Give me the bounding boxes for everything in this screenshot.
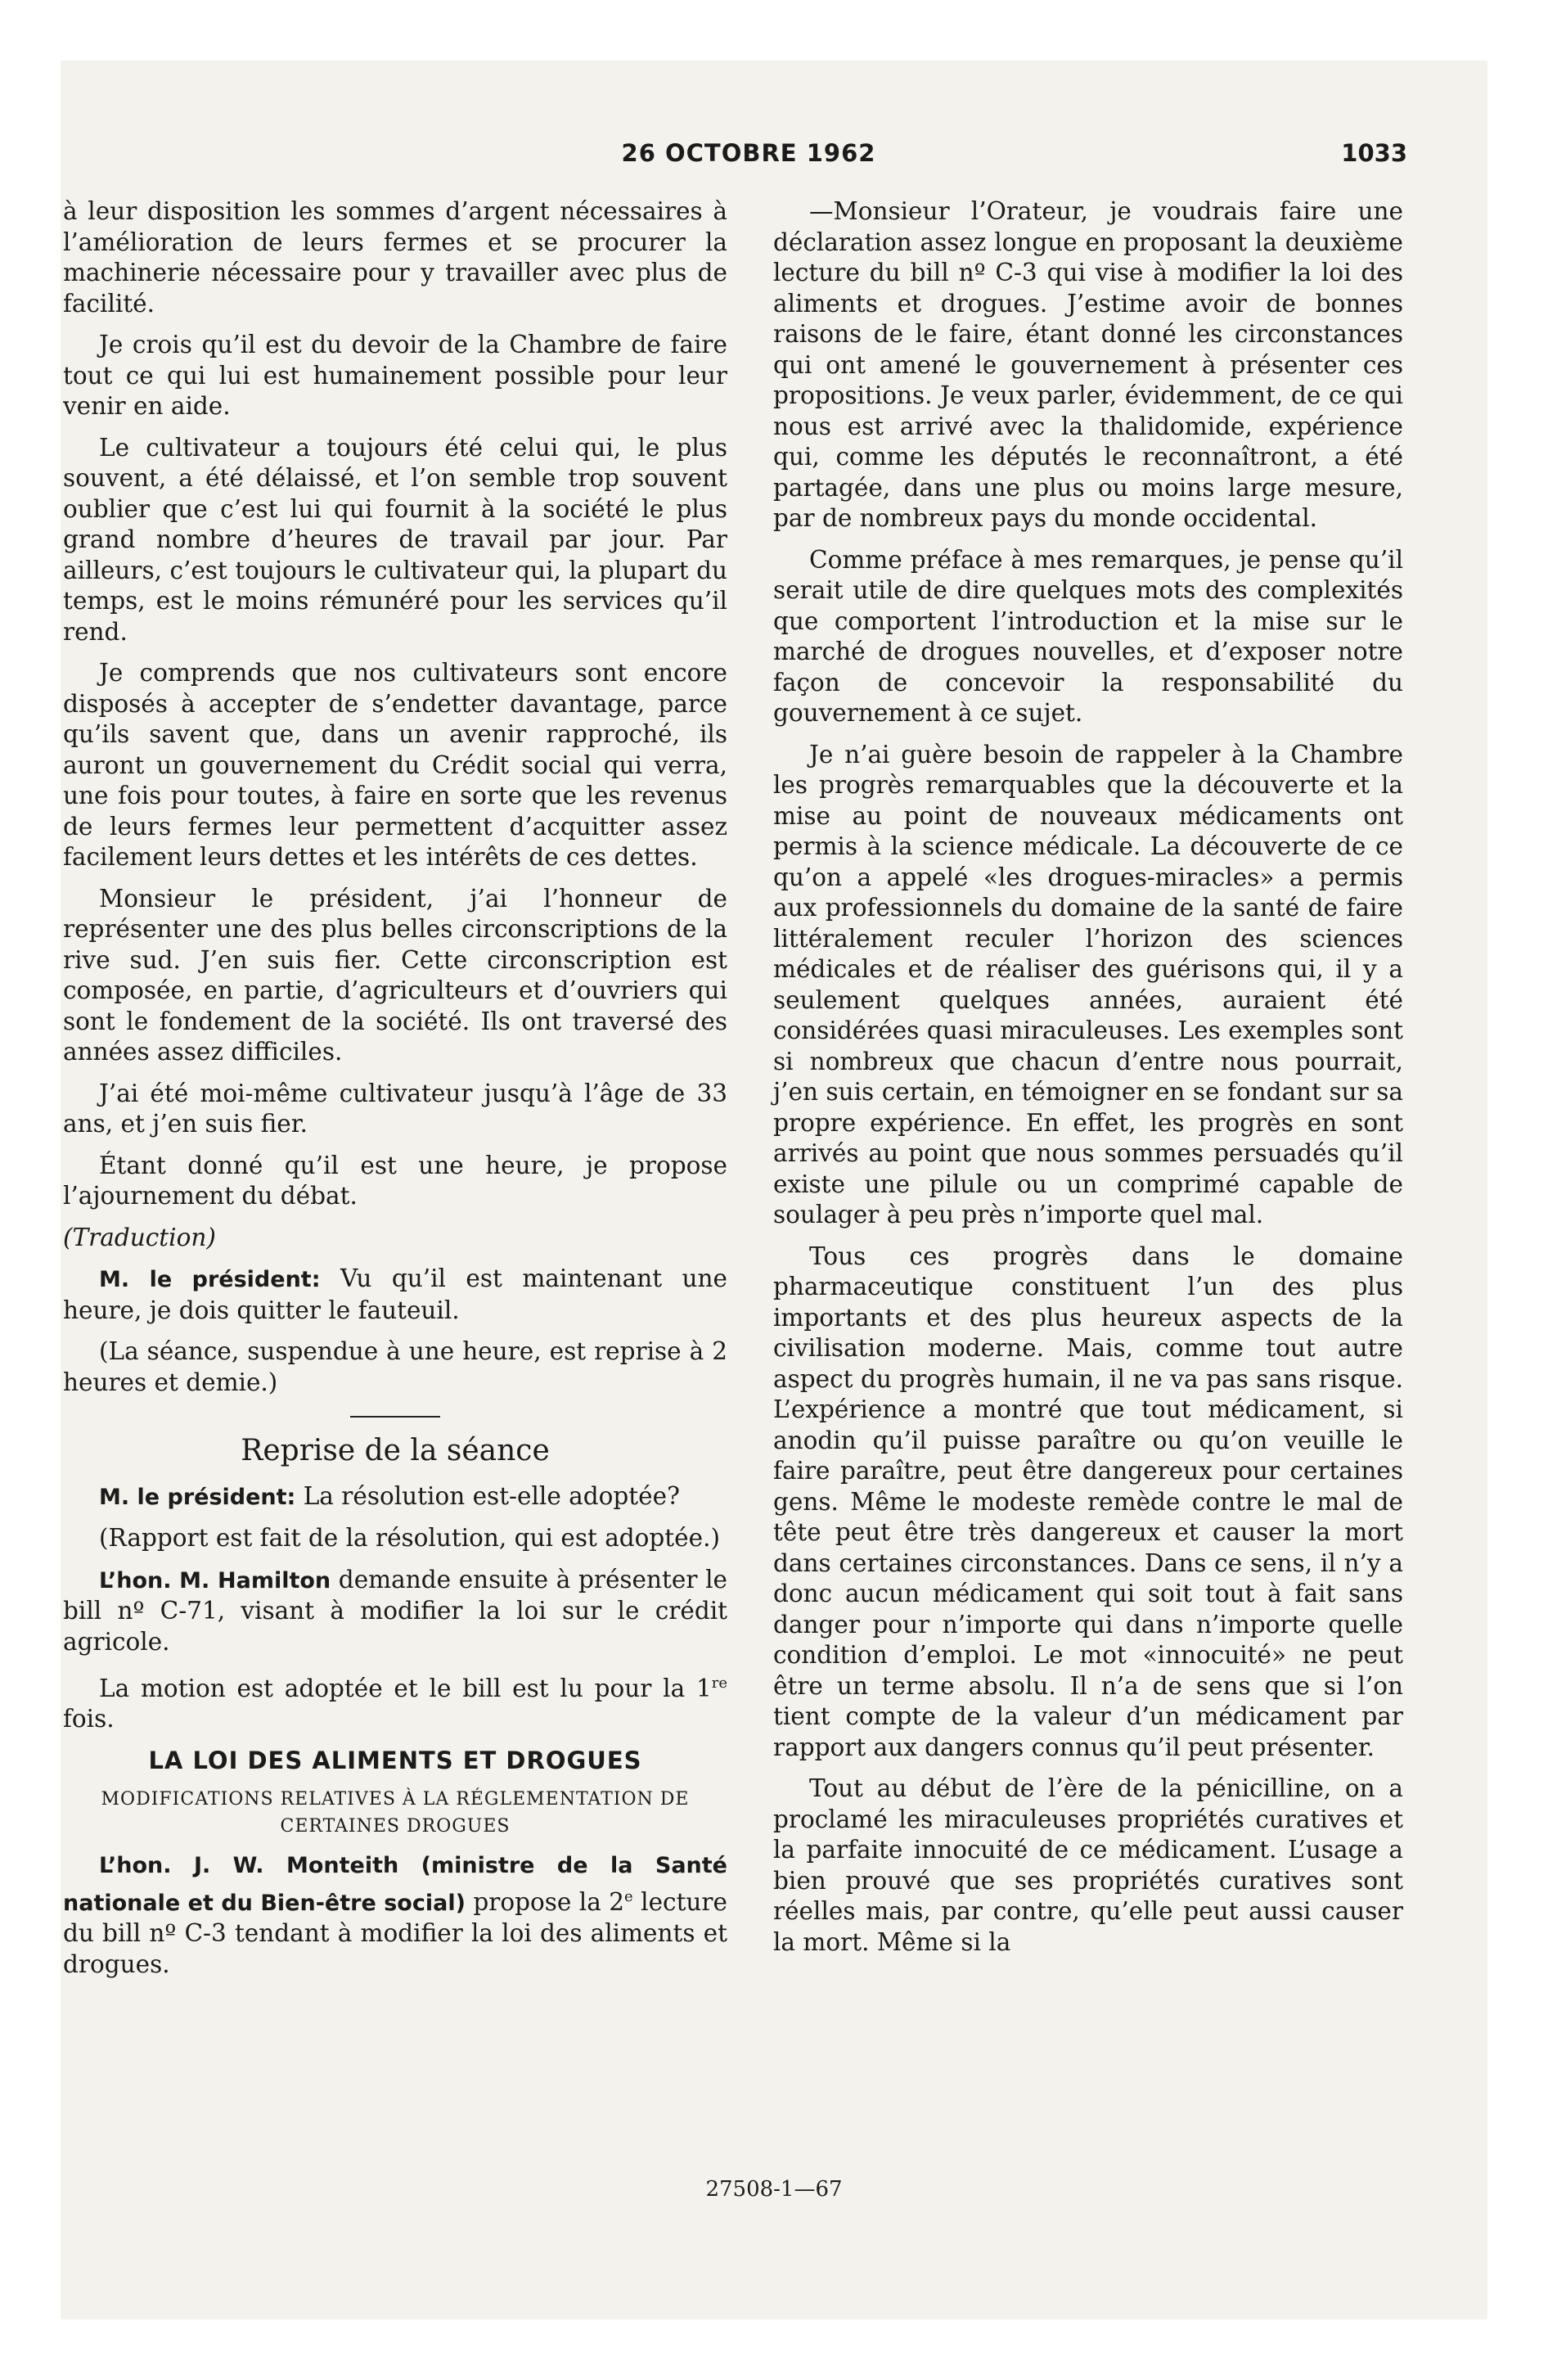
paragraph: à leur disposition les sommes d’argent nécessaires à l’amélioration de leurs fermes et se procurer la machinerie nécessaire pour y travailler avec plus de facilité. xyxy=(63,197,727,318)
paragraph: J’ai été moi-même cultivateur jusqu’à l’âge de 33 ans, et j’en suis fier. xyxy=(63,1079,727,1138)
paragraph: Je n’ai guère besoin de rappeler à la Chambre les progrès remarquables que la découverte et la mise au point de nouveaux médicaments ont permis à la science médicale. La découverte de ce qu’on a appelé «les drogues-miracles» a permis aux professionnels du domaine de la santé de faire littéralement reculer l’horizon des sciences médicales et de réaliser des guérisons qui, il y a seulement quelques années, auraient été considérées quasi miraculeuses. Les exemples sont si nombreux que chacun d’entre nous pourrait, j’en suis certain, en témoigner en se fondant sur sa propre expérience. En effet, les progrès en sont arrivés au point que nous sommes persuadés qu’il existe une pilule ou un comprimé capable de soulager à peu près n’importe quel mal. xyxy=(773,740,1403,1228)
speech-text: propose la 2 xyxy=(465,1887,625,1916)
paragraph: Le cultivateur a toujours été celui qui, le plus souvent, a été délaissé, et l’on semble trop souvent oublier que c’est lui qui fournit à la société le plus grand nombre d’heures de travail par jour. Par ailleurs, c’est toujours le cultivateur qui, la plupart du temps, est le moins rémunéré pour les services qu’il rend. xyxy=(63,433,727,646)
speech-text: demande ensuite à présenter le bill nº C-71, visant à modifier la loi sur le crédit agricole. xyxy=(63,1565,727,1656)
paragraph: Je comprends que nos cultivateurs sont encore disposés à accepter de s’endetter davantage, parce qu’ils savent que, dans un avenir rapproché, ils auront un gouvernement du Crédit social qui verra, une fois pour toutes, à faire en sorte que les revenus de leurs fermes leur permettent d’acquitter assez facilement leurs dettes et les intérêts de ces dettes. xyxy=(63,659,727,871)
footer-code: 27508-1—67 xyxy=(705,2177,843,2202)
section-divider xyxy=(350,1416,440,1418)
speech-text: lecture du bill nº C-3 tendant à modifier la loi des aliments et drogues. xyxy=(63,1887,727,1978)
paragraph-text: fois. xyxy=(63,1705,115,1733)
left-column xyxy=(63,196,727,1990)
paragraph: Monsieur le président, j’ai l’honneur de représenter une des plus belles circonscriptions de la rive sud. J’en suis fier. Cette circonscription est composée, en partie, d’agriculteurs et d’ouvriers qui sont le fondement de la société. Ils ont traversé des années assez difficiles. xyxy=(63,884,727,1066)
paragraph: Comme préface à mes remarques, je pense qu’il serait utile de dire quelques mots des complexités que comportent l’introduction et la mise sur le marché de drogues nouvelles, et d’exposer notre façon de concevoir la responsabilité du gouvernement à ce sujet. xyxy=(773,545,1403,727)
speaker-name: L’hon. J. W. Monteith (ministre de la Santé nationale et du Bien-être social) xyxy=(63,1853,727,1916)
paragraph: Tout au début de l’ère de la pénicilline, on a proclamé les miraculeuses propriétés curatives et la parfaite innocuité de ce médicament. L’usage a bien prouvé que ses propriétés curatives sont réelles mais, par contre, qu’elle peut aussi causer la mort. Même si la xyxy=(773,1774,1403,1956)
speech-paragraph xyxy=(63,1565,727,1658)
header-date: 26 OCTOBRE 1962 xyxy=(621,139,876,167)
speaker-name: M. le président: xyxy=(99,1484,296,1510)
speech-paragraph xyxy=(63,1481,727,1513)
speech-text: La résolution est-elle adoptée? xyxy=(295,1481,680,1510)
paragraph: Tous ces progrès dans le domaine pharmaceutique constituent l’un des plus importants et des plus heureux aspects de la civilisation moderne. Mais, comme tout autre aspect du progrès humain, il ne va pas sans risque. L’expérience a montré que tout médicament, si anodin qu’il puisse paraître ou qu’on veuille le faire paraître, peut être dangereux pour certaines gens. Même le modeste remède contre le mal de tête peut être très dangereux et causer la mort dans certaines circonstances. Dans ce sens, il n’y a donc aucun médicament qui soit tout à fait sans danger pour n’importe qui dans n’importe quelle condition d’emploi. Le mot «innocuité» ne peut être un terme absolu. Il n’a de sens que si l’on tient compte de la valeur d’un médicament par rapport aux dangers connus qu’il peut présenter. xyxy=(773,1242,1403,1761)
superscript: e xyxy=(624,1887,633,1905)
paragraph: —Monsieur l’Orateur, je voudrais faire une déclaration assez longue en proposant la deuxième lecture du bill nº C-3 qui vise à modifier la loi des aliments et drogues. J’estime avoir de bonnes raisons de le faire, étant donné les circonstances qui ont amené le gouvernement à présenter ces propositions. Je veux parler, évidemment, de ce qui nous est arrivé avec la thalidomide, expérience qui, comme les députés le reconnaîtront, a été partagée, dans une plus ou moins large mesure, par de nombreux pays du monde occidental. xyxy=(773,197,1403,532)
paragraph: Étant donné qu’il est une heure, je propose l’ajournement du débat. xyxy=(63,1151,727,1210)
paragraph xyxy=(63,1668,727,1735)
speech-paragraph xyxy=(63,1850,727,1980)
superscript: re xyxy=(711,1675,727,1692)
speaker-name: M. le président: xyxy=(99,1267,321,1292)
speech-text: Vu qu’il est maintenant une heure, je dois quitter le fauteuil. xyxy=(63,1264,727,1324)
paragraph: (La séance, suspendue à une heure, est reprise à 2 heures et demie.) xyxy=(63,1337,727,1396)
act-title: LA LOI DES ALIMENTS ET DROGUES xyxy=(148,1746,642,1774)
page-header xyxy=(90,139,1407,172)
paragraph: (Rapport est fait de la résolution, qui est adoptée.) xyxy=(99,1524,720,1552)
paragraph: Je crois qu’il est du devoir de la Chambre de faire tout ce qui lui est humainement possible pour leur venir en aide. xyxy=(63,331,727,420)
act-subtitle: MODIFICATIONS RELATIVES À LA RÉGLEMENTATION DE CERTAINES DROGUES xyxy=(101,1789,690,1837)
speech-paragraph xyxy=(63,1264,727,1326)
section-title: Reprise de la séance xyxy=(241,1434,550,1467)
speaker-name: L’hon. M. Hamilton xyxy=(99,1567,331,1593)
paragraph-text: La motion est adoptée et le bill est lu pour la 1 xyxy=(99,1674,712,1702)
page-number: 1033 xyxy=(1341,139,1407,167)
translation-note: (Traduction) xyxy=(63,1223,216,1251)
right-column xyxy=(773,196,1403,1968)
